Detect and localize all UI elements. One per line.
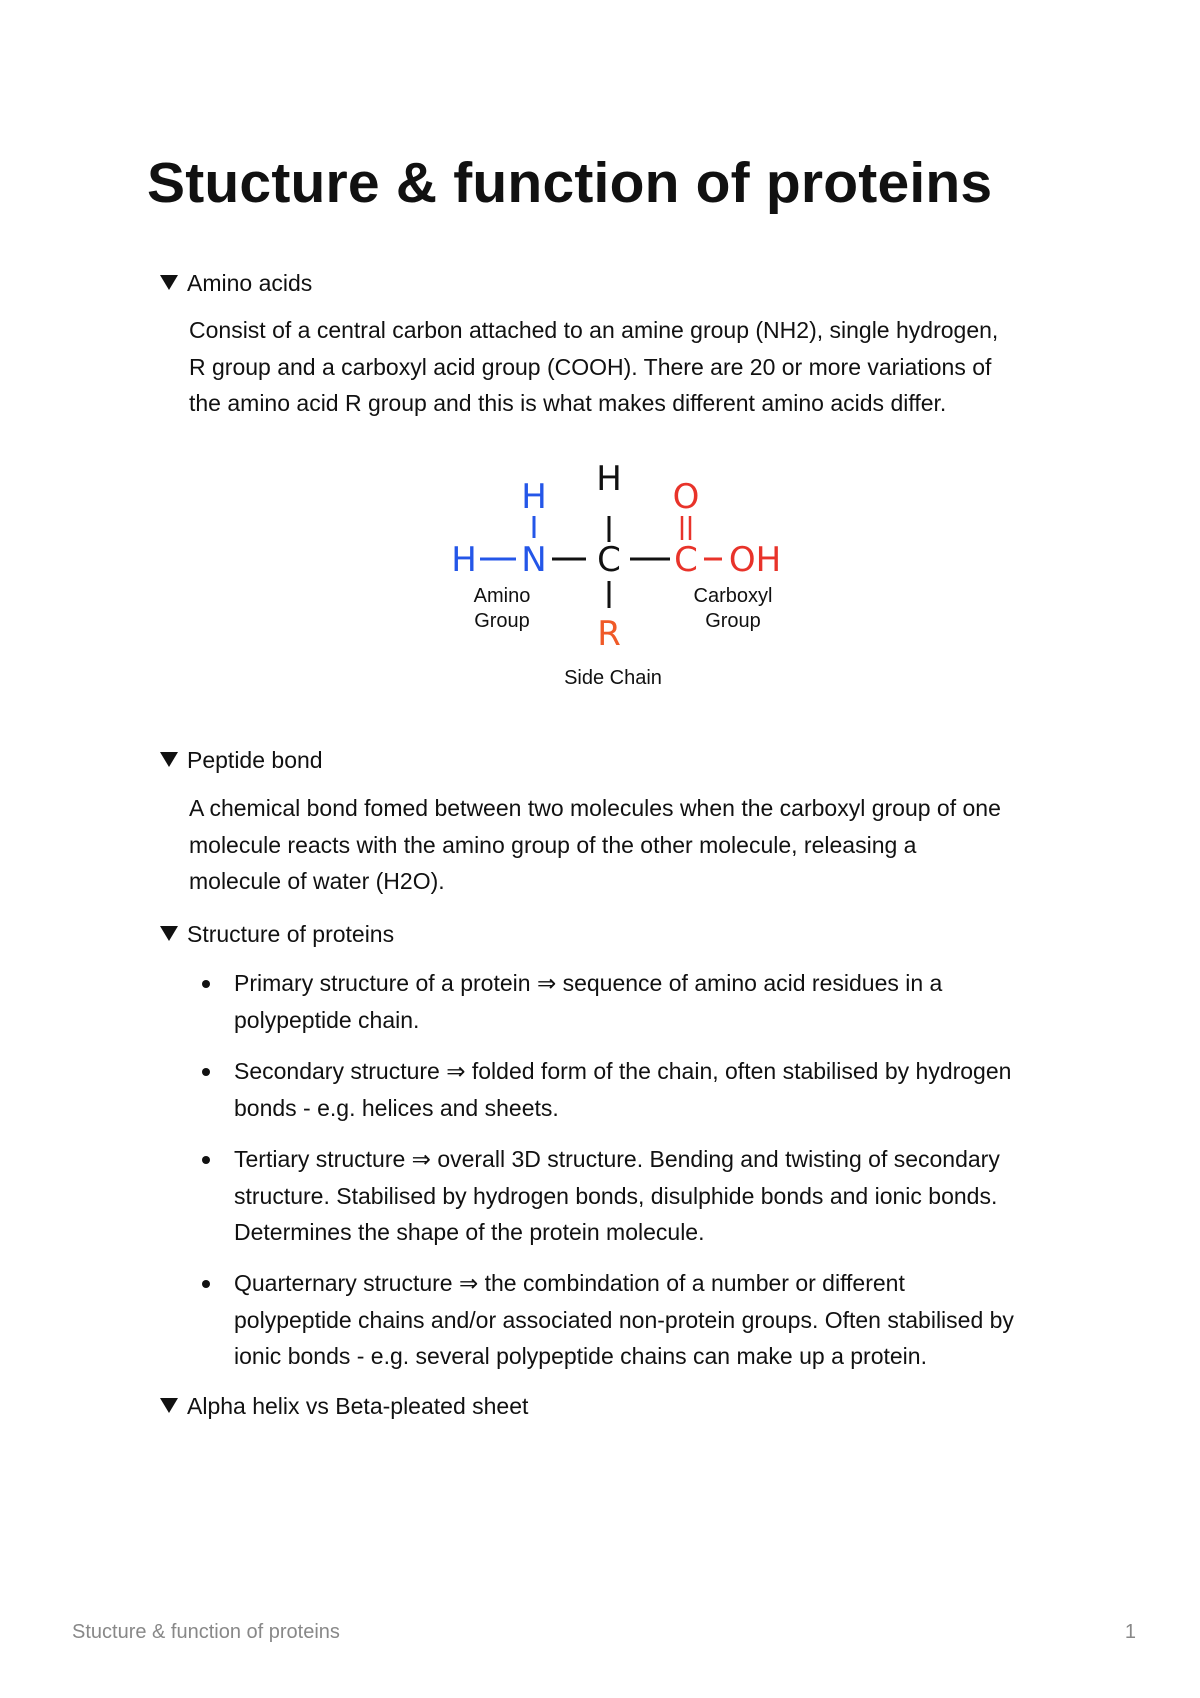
amine-h-top-atom: H — [521, 477, 547, 517]
footer-page-number: 1 — [1124, 1621, 1136, 1643]
amino-acid-structure-diagram — [440, 460, 800, 700]
carboxyl-oh-atom: OH — [728, 540, 782, 580]
toggle-triangle-icon[interactable] — [160, 275, 178, 290]
bullet-line: Tertiary structure ⇒ overall 3D structure. Bending and twisting of secondary — [234, 1146, 1000, 1172]
paragraph-line: molecule reacts with the amino group of the other molecule, releasing a — [189, 831, 917, 858]
amine-n-atom: N — [521, 540, 547, 580]
bullet-tertiary-structure — [234, 1141, 1094, 1251]
toggle-heading: Peptide bond — [187, 747, 323, 773]
toggle-triangle-icon[interactable] — [160, 1398, 178, 1413]
bullet-dot-icon — [202, 1068, 210, 1076]
side-chain-r-atom: R — [597, 614, 621, 654]
toggle-heading: Amino acids — [187, 270, 313, 296]
toggle-heading: Structure of proteins — [187, 921, 395, 947]
alpha-c-atom: C — [597, 540, 621, 580]
bullet-quarternary-structure — [234, 1265, 1094, 1375]
paragraph-line: A chemical bond fomed between two molecules when the carboxyl group of one — [189, 795, 1001, 821]
peptide-bond-paragraph — [189, 790, 1089, 900]
toggle-peptide-bond[interactable] — [160, 745, 323, 775]
amino-group-label-line2: Group — [474, 610, 530, 632]
toggle-amino-acids[interactable] — [160, 268, 312, 298]
bullet-line: polypeptide chains and/or associated non-protein groups. Often stabilised by — [234, 1306, 1014, 1333]
toggle-triangle-icon[interactable] — [160, 752, 178, 767]
carboxyl-group-label-line1: Carboxyl — [693, 585, 773, 607]
bullet-line: structure. Stabilised by hydrogen bonds, disulphide bonds and ionic bonds. — [234, 1182, 998, 1209]
paragraph-line: R group and a carboxyl acid group (COOH). There are 20 or more variations of — [189, 353, 992, 380]
carboxyl-o-atom: O — [672, 477, 700, 517]
bullet-line: polypeptide chain. — [234, 1006, 420, 1033]
toggle-heading: Alpha helix vs Beta-pleated sheet — [187, 1393, 529, 1419]
page-title: Stucture & function of proteins — [147, 151, 993, 215]
alpha-h-atom: H — [596, 460, 622, 499]
bullet-primary-structure — [234, 965, 1094, 1038]
toggle-structure-of-proteins[interactable] — [160, 919, 394, 949]
bullet-line: Secondary structure ⇒ folded form of the chain, often stabilised by hydrogen — [234, 1058, 1012, 1084]
footer-title: Stucture & function of proteins — [72, 1621, 340, 1643]
paragraph-line: the amino acid R group and this is what makes different amino acids differ. — [189, 390, 947, 416]
carboxyl-group-label-line2: Group — [705, 610, 761, 632]
bullet-secondary-structure — [234, 1053, 1094, 1126]
paragraph-line: Consist of a central carbon attached to an amine group (NH2), single hydrogen, — [189, 317, 999, 343]
amino-group-label-line1: Amino — [473, 585, 531, 607]
bullet-dot-icon — [202, 1280, 210, 1288]
bullet-dot-icon — [202, 1156, 210, 1164]
amino-acids-paragraph — [189, 312, 1089, 422]
carboxyl-c-atom: C — [674, 540, 698, 580]
toggle-alpha-helix-vs-beta-sheet[interactable] — [160, 1391, 528, 1421]
side-chain-label: Side Chain — [564, 667, 662, 689]
toggle-triangle-icon[interactable] — [160, 926, 178, 941]
bullet-dot-icon — [202, 980, 210, 988]
paragraph-line: molecule of water (H2O). — [189, 868, 445, 894]
bullet-line: Quarternary structure ⇒ the combindation of a number or different — [234, 1270, 905, 1296]
bullet-line: Primary structure of a protein ⇒ sequence of amino acid residues in a — [234, 970, 943, 996]
bullet-line: ionic bonds - e.g. several polypeptide chains can make up a protein. — [234, 1343, 927, 1369]
amine-h-left-atom: H — [451, 540, 477, 580]
bullet-line: bonds - e.g. helices and sheets. — [234, 1094, 559, 1121]
bullet-line: Determines the shape of the protein molecule. — [234, 1219, 705, 1245]
